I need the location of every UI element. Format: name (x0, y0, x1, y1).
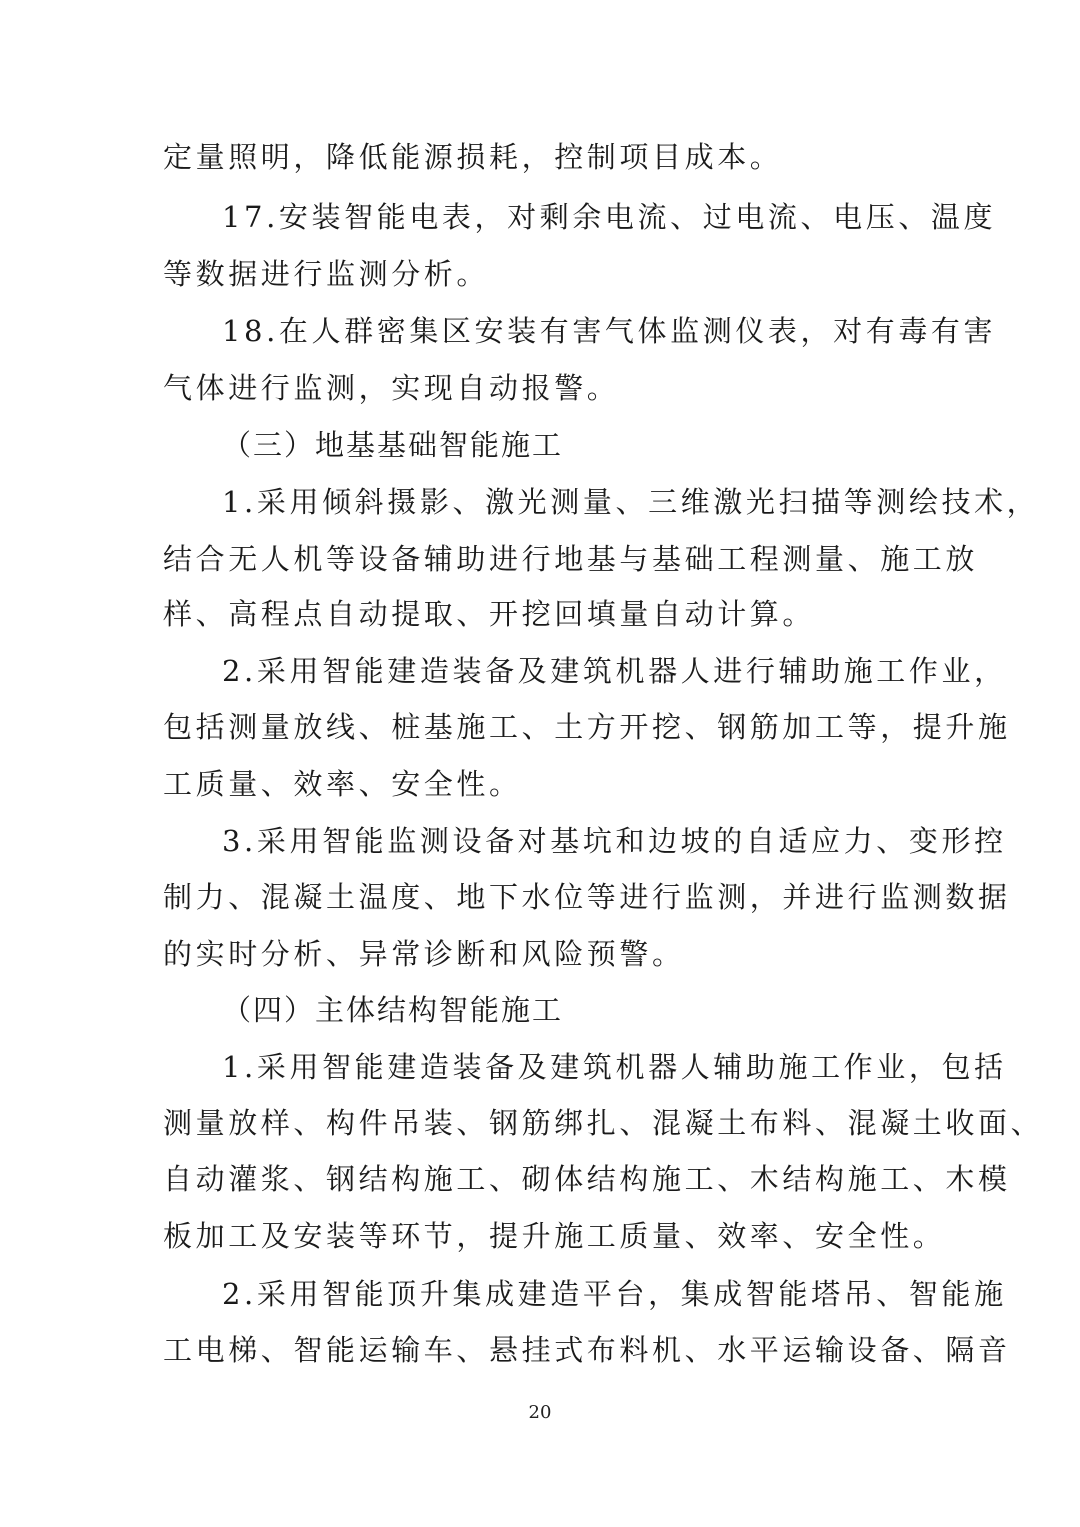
page-number: 20 (528, 1402, 552, 1423)
section-heading: （三）地基基础智能施工 (222, 428, 564, 462)
text-line: 等数据进行监测分析。 (163, 257, 490, 291)
text-line: 定量照明，降低能源损耗，控制项目成本。 (163, 140, 783, 174)
text-line: 2.采用智能顶升集成建造平台，集成智能塔吊、智能施 (222, 1277, 1007, 1311)
text-line: 17.安装智能电表，对剩余电流、过电流、电压、温度 (222, 200, 997, 234)
text-line: 气体进行监测，实现自动报警。 (163, 371, 620, 405)
text-line: 的实时分析、异常诊断和风险预警。 (163, 937, 685, 971)
text-line: 板加工及安装等环节，提升施工质量、效率、安全性。 (163, 1219, 946, 1253)
text-line: 包括测量放线、桩基施工、土方开挖、钢筋加工等，提升施 (163, 710, 1011, 744)
text-line: 18.在人群密集区安装有害气体监测仪表，对有毒有害 (222, 314, 997, 348)
text-line: 1.采用智能建造装备及建筑机器人辅助施工作业，包括 (222, 1050, 1007, 1084)
text-line: 结合无人机等设备辅助进行地基与基础工程测量、施工放 (163, 542, 979, 576)
section-heading: （四）主体结构智能施工 (222, 993, 564, 1027)
text-line: 自动灌浆、钢结构施工、砌体结构施工、木结构施工、木模 (163, 1162, 1011, 1196)
text-line: 3.采用智能监测设备对基坑和边坡的自适应力、变形控 (222, 824, 1007, 858)
text-line: 制力、混凝土温度、地下水位等进行监测，并进行监测数据 (163, 880, 1011, 914)
text-line: 工质量、效率、安全性。 (163, 767, 522, 801)
text-line: 样、高程点自动提取、开挖回填量自动计算。 (163, 597, 816, 631)
text-line: 2.采用智能建造装备及建筑机器人进行辅助施工作业， (222, 654, 1007, 688)
text-line: 测量放样、构件吊装、钢筋绑扎、混凝土布料、混凝土收面、 (163, 1106, 1044, 1140)
text-line: 工电梯、智能运输车、悬挂式布料机、水平运输设备、隔音 (163, 1333, 1011, 1367)
text-line: 1.采用倾斜摄影、激光测量、三维激光扫描等测绘技术， (222, 485, 1040, 519)
